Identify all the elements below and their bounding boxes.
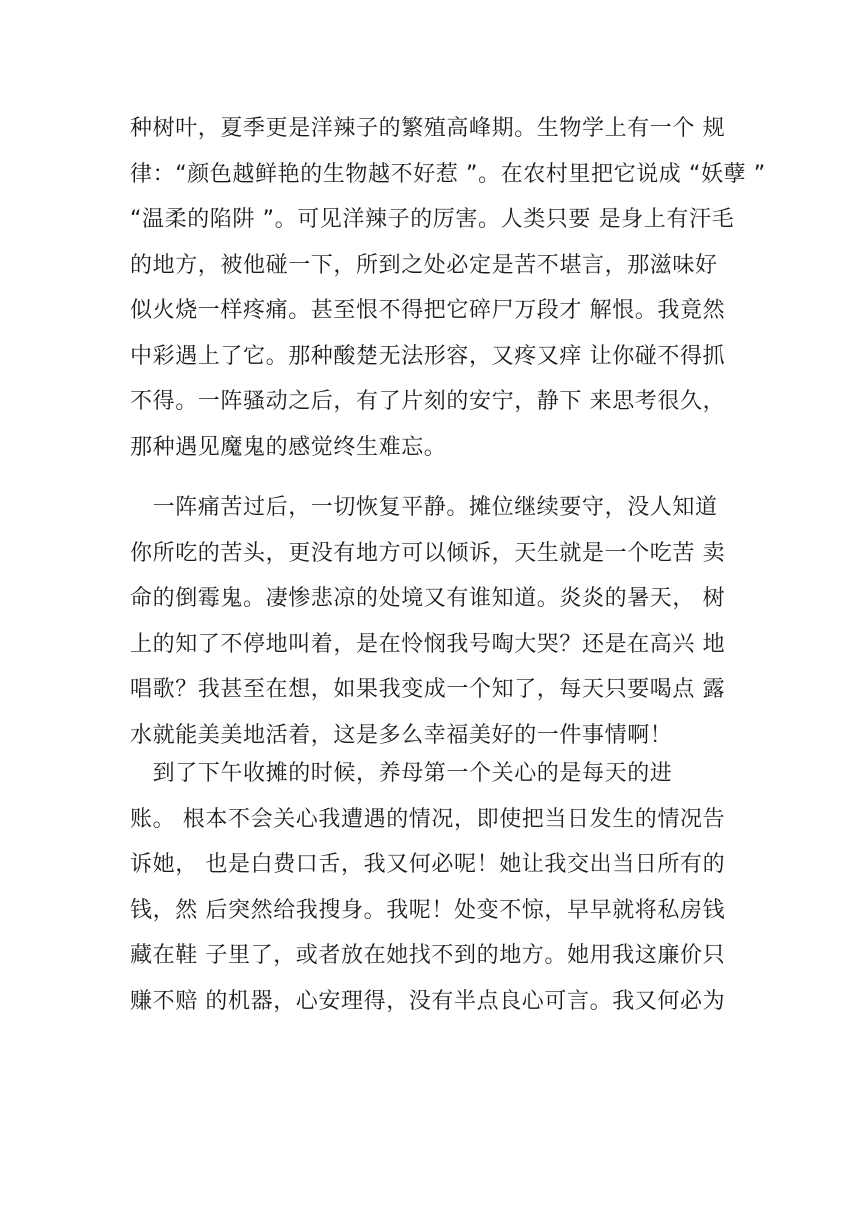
text-line: 赚不赔 的机器，心安理得，没有半点良心可言。我又何必为 xyxy=(130,988,726,1014)
text-line: 种树叶，夏季更是洋辣子的繁殖高峰期。生物学上有一个 规 xyxy=(130,116,726,141)
text-line: 上的知了不停地叫着，是在怜悯我号啕大哭？还是在高兴 地 xyxy=(130,631,726,657)
paragraph-3 xyxy=(130,751,740,1024)
text-line: 你所吃的苦头，更没有地方可以倾诉，天生就是一个吃苦 卖 xyxy=(130,540,726,566)
text-line: 诉她， 也是白费口舌，我又何必呢！她让我交出当日所有的 xyxy=(130,852,726,877)
text-line: “温柔的陷阱 ”。可见洋辣子的厉害。人类只要 是身上有汗毛 xyxy=(130,207,735,232)
text-line: 命的倒霉鬼。凄惨悲凉的处境又有谁知道。炎炎的暑天， 树 xyxy=(130,586,726,611)
text-line: 一阵痛苦过后，一切恢复平静。摊位继续要守，没人知道 xyxy=(130,495,718,520)
text-line: 钱，然 后突然给我搜身。我呢！处变不惊，早早就将私房钱 xyxy=(130,897,726,923)
text-line: 不得。一阵骚动之后，有了片刻的安宁，静下 来思考很久， xyxy=(130,389,726,414)
text-line: 那种遇见魔鬼的感觉终生难忘。 xyxy=(130,434,447,460)
text-line: 似火烧一样疼痛。甚至恨不得把它碎尸万段才 解恨。我竟然 xyxy=(130,298,726,323)
text-line: 律：“颜色越鲜艳的生物越不好惹 ”。在农村里把它说成 “妖孽 ” xyxy=(130,161,766,187)
text-line: 到了下午收摊的时候，养母第一个关心的是每天的进 xyxy=(130,761,673,786)
text-line: 中彩遇上了它。那种酸楚无法形容，又疼又痒 让你碰不得抓 xyxy=(130,343,726,369)
paragraph-1 xyxy=(130,106,766,470)
text-line: 唱歌？我甚至在想，如果我变成一个知了，每天只要喝点 露 xyxy=(130,677,726,702)
paragraph-2 xyxy=(130,485,740,758)
text-line: 水就能美美地活着，这是多么幸福美好的一件事情啊！ xyxy=(130,722,673,748)
text-line: 藏在鞋 子里了，或者放在她找不到的地方。她用我这廉价只 xyxy=(130,943,726,968)
text-line: 的地方，被他碰一下，所到之处必定是苦不堪言，那滋味好 xyxy=(130,252,718,278)
text-line: 账。 根本不会关心我遭遇的情况，即使把当日发生的情况告 xyxy=(130,806,726,832)
